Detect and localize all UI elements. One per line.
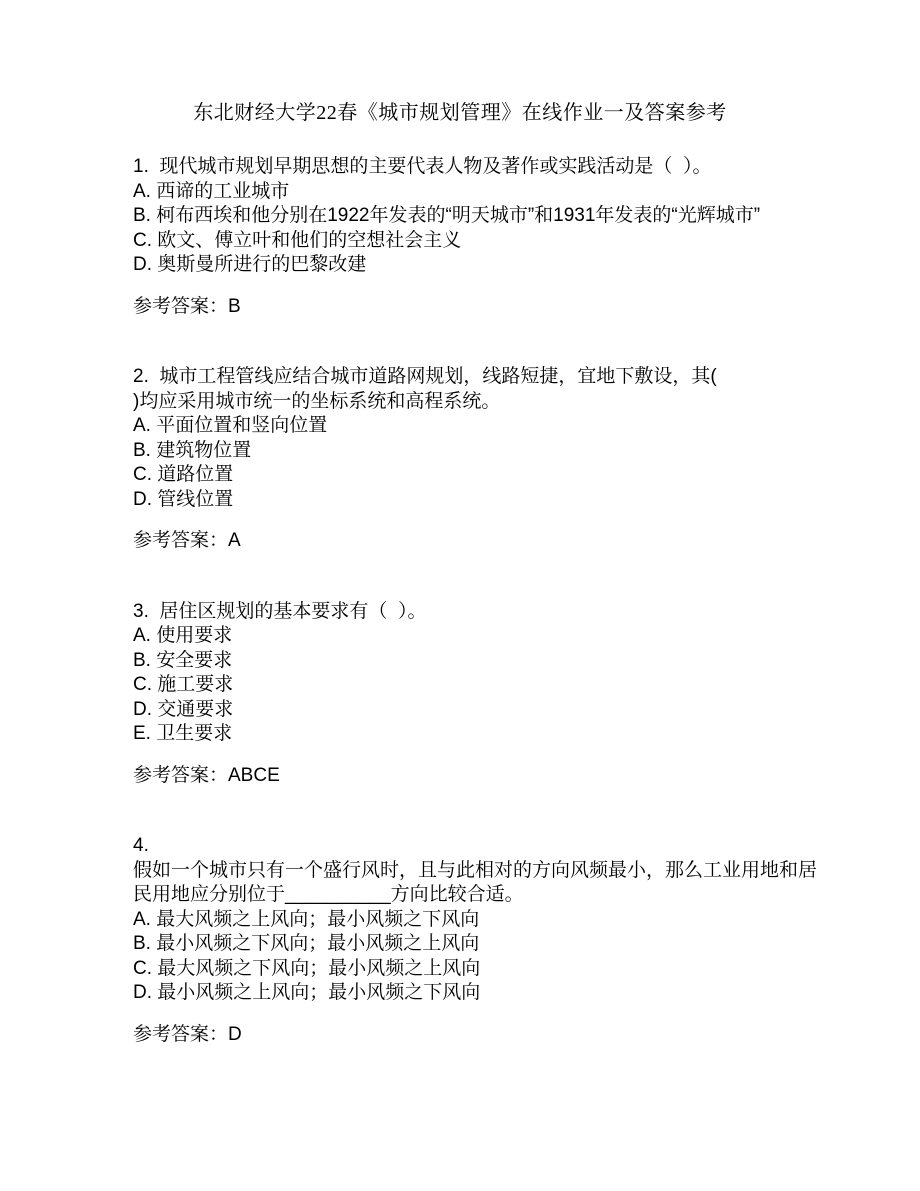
q2-option-d: D. 管线位置 bbox=[133, 488, 234, 510]
question-block-4 bbox=[133, 834, 833, 1047]
q4-question-text-line-1: 假如一个城市只有一个盛行风时，且与此相对的方向风频最小，那么工业用地和居 bbox=[133, 859, 818, 881]
q4-question-number: 4. bbox=[133, 835, 149, 856]
q1-option-d: D. 奥斯曼所进行的巴黎改建 bbox=[133, 254, 367, 275]
q2-reference-answer: 参考答案：A bbox=[133, 530, 241, 551]
q1-option-b: B. 柯布西埃和他分别在1922年发表的“明天城市”和1931年发表的“光辉城市” bbox=[133, 205, 761, 226]
q4-option-a: A. 最大风频之上风向；最小风频之下风向 bbox=[133, 908, 480, 930]
question-block-3 bbox=[133, 600, 833, 789]
q2-question-text-line-1: 2. 城市工程管线应结合城市道路网规划，线路短捷，宜地下敷设，其( bbox=[133, 366, 717, 387]
q3-option-d: D. 交通要求 bbox=[133, 698, 234, 720]
page-title: 东北财经大学22春《城市规划管理》在线作业一及答案参考 bbox=[193, 102, 727, 124]
q2-option-b: B. 建筑物位置 bbox=[133, 439, 252, 461]
q2-option-a: A. 平面位置和竖向位置 bbox=[133, 415, 328, 436]
q3-option-b: B. 安全要求 bbox=[133, 649, 233, 671]
q4-option-c: C. 最大风频之下风向；最小风频之上风向 bbox=[133, 957, 481, 979]
q1-option-a: A. 西谛的工业城市 bbox=[133, 180, 290, 202]
document-body bbox=[133, 155, 833, 1047]
q1-option-c: C. 欧文、傅立叶和他们的空想社会主义 bbox=[133, 229, 462, 251]
q4-option-b: B. 最小风频之下风向；最小风频之上风向 bbox=[133, 933, 480, 954]
q4-option-d: D. 最小风频之上风向；最小风频之下风向 bbox=[133, 982, 481, 1003]
q4-reference-answer: 参考答案：D bbox=[133, 1023, 242, 1045]
q2-question-text-line-2: )均应采用城市统一的坐标系统和高程系统。 bbox=[133, 390, 501, 412]
q3-reference-answer: 参考答案：ABCE bbox=[133, 764, 280, 786]
q1-reference-answer: 参考答案：B bbox=[133, 295, 241, 317]
question-block-2 bbox=[133, 365, 833, 554]
q2-option-c: C. 道路位置 bbox=[133, 464, 234, 485]
q4-question-text-line-2: 民用地应分别位于__________方向比较合适。 bbox=[133, 884, 524, 905]
q3-option-c: C. 施工要求 bbox=[133, 674, 234, 695]
q3-option-e: E. 卫生要求 bbox=[133, 723, 233, 744]
question-block-1 bbox=[133, 155, 833, 319]
q3-option-a: A. 使用要求 bbox=[133, 625, 233, 646]
q3-question-text: 3. 居住区规划的基本要求有（ ）。 bbox=[133, 600, 427, 622]
q1-question-text: 1. 现代城市规划早期思想的主要代表人物及著作或实践活动是（ ）。 bbox=[133, 156, 712, 177]
